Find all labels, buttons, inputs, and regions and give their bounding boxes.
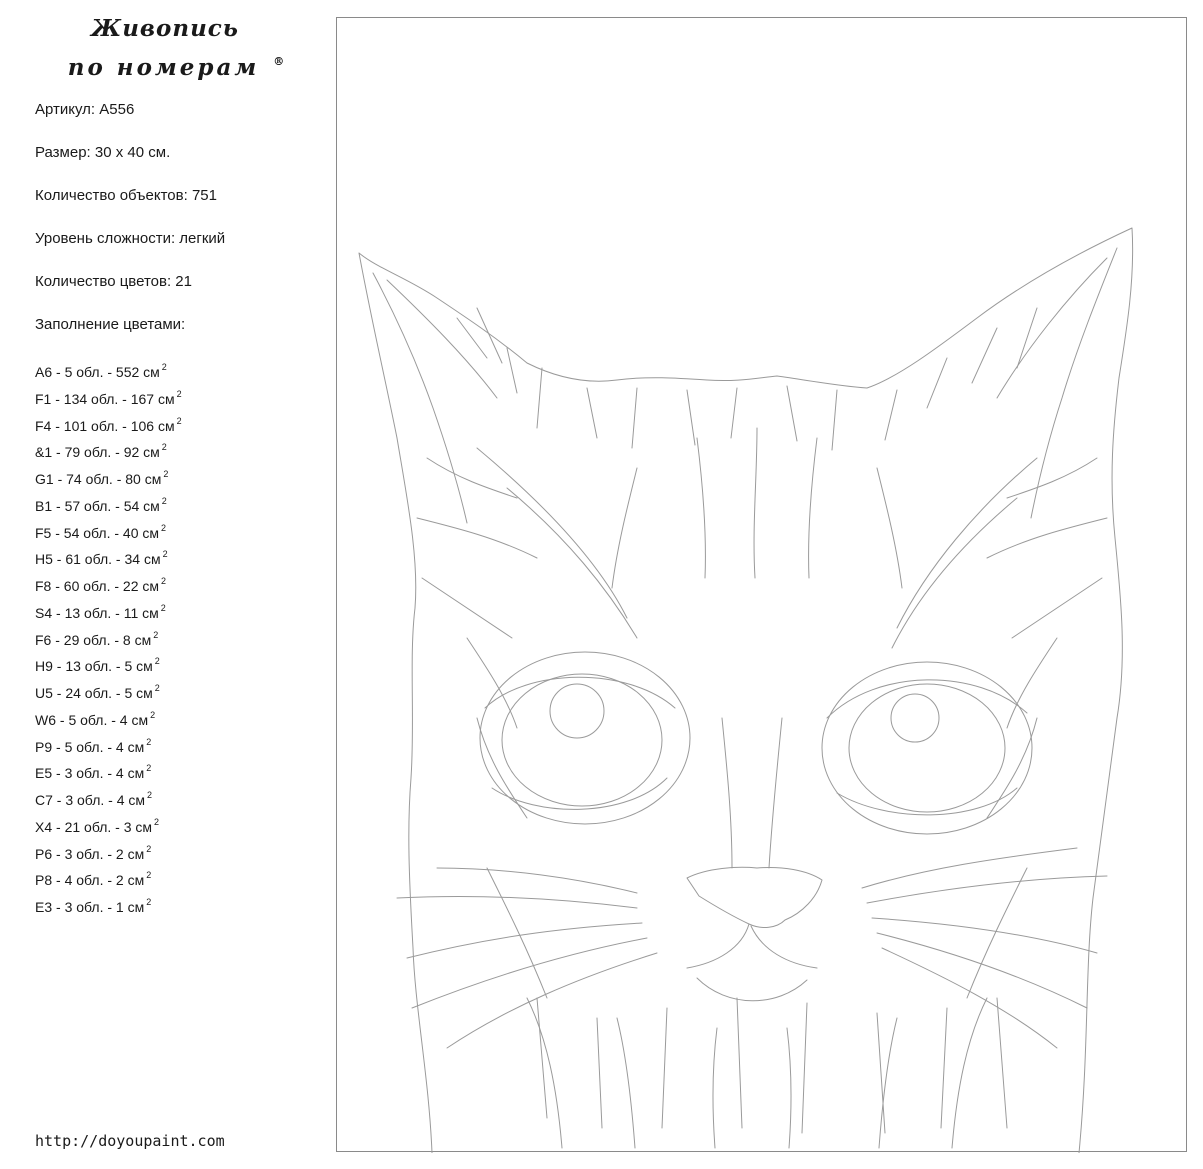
square-superscript: 2 <box>154 816 160 827</box>
square-superscript: 2 <box>154 656 160 667</box>
color-fill-text: F6 - 29 обл. - 8 см <box>35 631 152 648</box>
brow-lines <box>477 448 1037 648</box>
color-fill-item <box>35 571 182 598</box>
square-superscript: 2 <box>161 495 167 506</box>
color-fill-item <box>35 705 182 732</box>
square-superscript: 2 <box>161 522 167 533</box>
color-fill-item <box>35 518 182 545</box>
mouth <box>687 924 817 1001</box>
color-fill-text: F8 - 60 обл. - 22 см <box>35 578 160 594</box>
brand-line-2: по номерам <box>67 54 260 81</box>
right-eye-outer <box>822 662 1032 834</box>
right-eye-iris <box>849 684 1005 812</box>
product-info <box>35 100 225 358</box>
color-fill-item <box>35 411 182 438</box>
canvas-size: Размер: 30 x 40 см. <box>35 144 171 161</box>
square-superscript: 2 <box>161 362 167 372</box>
color-fill-text: F5 - 54 обл. - 40 см <box>35 524 160 541</box>
color-fill-text: F4 - 101 обл. - 106 см <box>35 417 175 434</box>
color-fill-text: F1 - 134 обл. - 167 см <box>35 390 175 407</box>
square-superscript: 2 <box>160 602 166 613</box>
color-fill-text: C7 - 3 обл. - 4 см <box>35 792 145 808</box>
color-fill-text: S4 - 13 обл. - 11 см <box>35 604 159 621</box>
cat-line-art <box>337 18 1188 1153</box>
square-superscript: 2 <box>162 549 168 560</box>
color-fill-item <box>35 839 182 866</box>
square-superscript: 2 <box>146 763 152 774</box>
square-superscript: 2 <box>153 629 159 640</box>
color-fill-item <box>35 357 182 384</box>
square-superscript: 2 <box>161 576 167 586</box>
color-fill-item <box>35 812 182 839</box>
color-fill-text: &1 - 79 обл. - 92 см <box>35 444 160 461</box>
website-link[interactable]: http://doyoupaint.com <box>35 1132 225 1150</box>
square-superscript: 2 <box>154 683 160 693</box>
color-fill-item <box>35 758 182 785</box>
square-superscript: 2 <box>176 415 182 426</box>
color-fill-text: G1 - 74 обл. - 80 см <box>35 471 162 487</box>
difficulty-level: Уровень сложности: легкий <box>35 230 226 247</box>
fur-strokes <box>417 308 1107 1133</box>
color-fill-item <box>35 625 182 652</box>
square-superscript: 2 <box>146 736 152 747</box>
brand-title <box>0 12 330 84</box>
color-fill-text: E3 - 3 обл. - 1 см <box>35 899 145 915</box>
color-fill-item <box>35 865 182 892</box>
left-eye-iris <box>502 674 662 806</box>
registered-mark: ® <box>273 55 285 68</box>
left-eye-lid <box>485 677 675 809</box>
color-fill-item <box>35 491 182 518</box>
color-fill-item <box>35 544 182 571</box>
color-fill-item <box>35 892 182 919</box>
color-fill-text: P6 - 3 обл. - 2 см <box>35 845 145 862</box>
color-fill-item <box>35 678 182 705</box>
square-superscript: 2 <box>163 469 169 479</box>
color-fill-text: P9 - 5 обл. - 4 см <box>35 738 145 755</box>
square-superscript: 2 <box>146 870 152 881</box>
color-fill-text: A6 - 5 обл. - 552 см <box>35 364 160 380</box>
color-fill-text: H9 - 13 обл. - 5 см <box>35 658 153 675</box>
color-fill-item <box>35 598 182 625</box>
brand-line-1: Живопись <box>91 15 239 42</box>
color-count: Количество цветов: 21 <box>35 273 192 290</box>
color-fill-item <box>35 785 182 812</box>
square-superscript: 2 <box>161 442 167 453</box>
square-superscript: 2 <box>150 709 156 720</box>
coloring-canvas <box>336 17 1187 1152</box>
color-fill-item <box>35 732 182 759</box>
article-number: Артикул: A556 <box>35 101 135 118</box>
color-fill-list <box>35 357 182 919</box>
square-superscript: 2 <box>146 897 152 907</box>
square-superscript: 2 <box>146 843 152 854</box>
chest-fur <box>527 998 987 1148</box>
color-fill-item <box>35 437 182 464</box>
color-fill-text: P8 - 4 обл. - 2 см <box>35 872 145 889</box>
color-fill-text: U5 - 24 обл. - 5 см <box>35 685 153 701</box>
color-fill-item <box>35 384 182 411</box>
color-fill-text: B1 - 57 обл. - 54 см <box>35 497 160 514</box>
square-superscript: 2 <box>176 388 182 399</box>
fill-title: Заполнение цветами: <box>35 316 186 333</box>
color-fill-item <box>35 651 182 678</box>
object-count: Количество объектов: 751 <box>35 187 217 204</box>
nose-bridge <box>722 718 782 868</box>
left-eye-highlight <box>550 684 604 738</box>
color-fill-text: W6 - 5 обл. - 4 см <box>35 711 149 728</box>
color-fill-text: H5 - 61 обл. - 34 см <box>35 551 161 568</box>
color-fill-text: X4 - 21 обл. - 3 см <box>35 818 153 835</box>
right-eye-highlight <box>891 694 939 742</box>
whiskers <box>397 848 1107 1048</box>
nose <box>687 867 822 927</box>
right-eye-lid <box>827 680 1027 815</box>
color-fill-text: E5 - 3 обл. - 4 см <box>35 765 145 782</box>
color-fill-item <box>35 464 182 491</box>
square-superscript: 2 <box>147 790 153 800</box>
